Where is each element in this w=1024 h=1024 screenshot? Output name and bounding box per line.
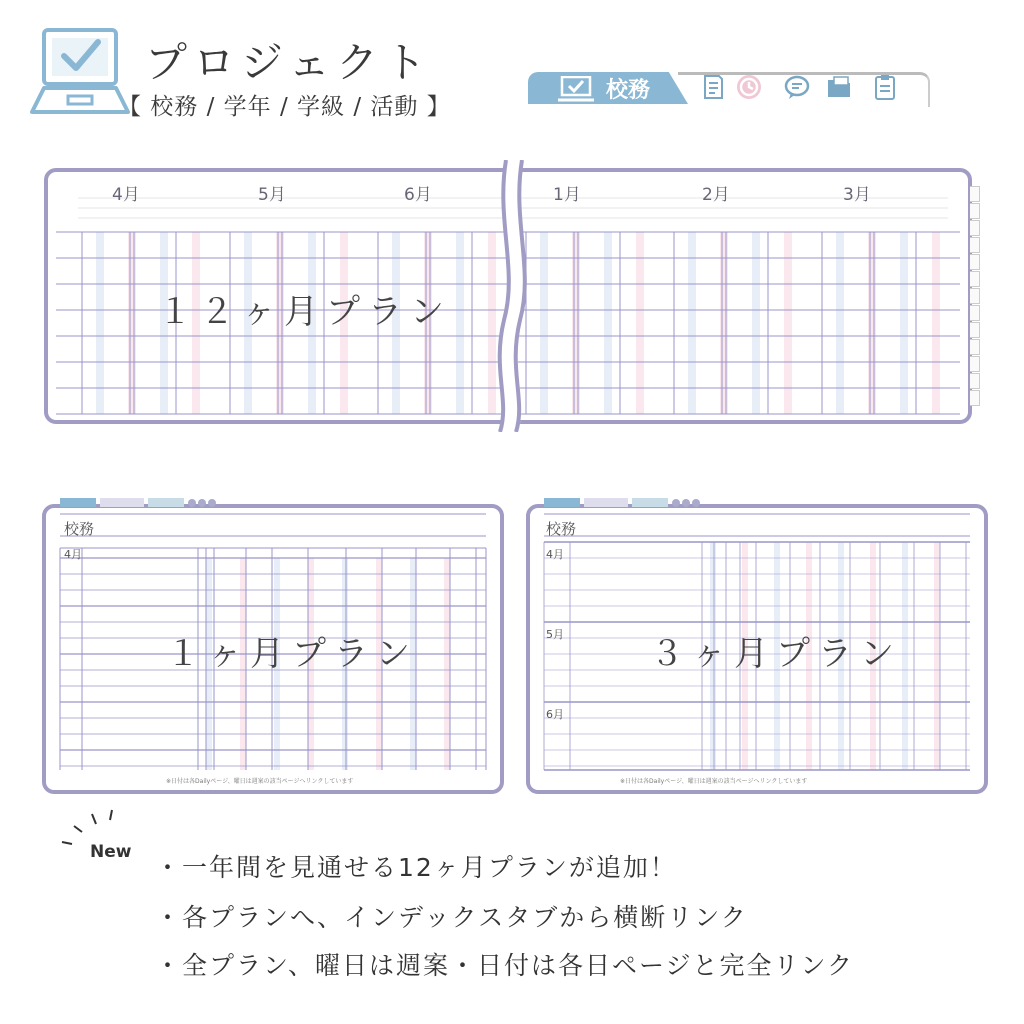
clipboard-icon[interactable]: [872, 74, 898, 100]
month-label: 3月: [843, 185, 871, 205]
one-month-plan-label: １ヶ月プラン: [166, 634, 418, 674]
weekend-shade: [836, 232, 844, 414]
page-break-wave: [488, 160, 532, 432]
category-label: 校務: [546, 520, 577, 538]
row-month-label: 4月: [546, 548, 564, 561]
category-label: 校務: [64, 520, 95, 538]
index-side-tabs[interactable]: [970, 186, 980, 407]
weekend-shade: [636, 232, 644, 414]
month-label: 6月: [404, 185, 432, 205]
mini-tab-strip: [544, 496, 724, 508]
feature-bullet: ・全プラン、曜日は週案・日付は各日ページと完全リンク: [155, 951, 855, 980]
weekend-shade: [128, 232, 136, 414]
weekend-shade: [784, 232, 792, 414]
weekend-shade: [868, 232, 876, 414]
footer-note: ※日付は各Dailyページ、曜日は週案の該当ページへリンクしています: [166, 778, 354, 785]
weekend-shade: [540, 232, 548, 414]
weekend-shade: [572, 232, 580, 414]
weekend-shade: [900, 232, 908, 414]
page-title: プロジェクト: [145, 38, 433, 87]
new-badge: New: [90, 842, 132, 862]
feature-bullet: ・各プランへ、インデックスタブから横断リンク: [155, 903, 748, 932]
weekend-shade: [752, 232, 760, 414]
weekend-shade: [456, 232, 464, 414]
laptop-tab-icon: [558, 76, 594, 102]
new-burst-lines-icon: [60, 806, 124, 846]
three-month-plan-preview[interactable]: [526, 504, 988, 794]
folder-icon[interactable]: [826, 74, 852, 100]
three-month-plan-label: ３ヶ月プラン: [650, 634, 902, 674]
weekend-shade: [902, 542, 908, 770]
month-label: 1月: [553, 185, 581, 205]
twelve-month-plan-label: １２ヶ月プラン: [158, 292, 452, 332]
chat-icon[interactable]: [784, 74, 810, 100]
weekend-shade: [934, 542, 940, 770]
weekend-shade: [96, 232, 104, 414]
tab-school-affairs-label: 校務: [606, 78, 651, 103]
month-label: 5月: [258, 185, 286, 205]
page-subtitle: 【 校務 / 学年 / 学級 / 活動 】: [118, 94, 451, 120]
month-label: 4月: [112, 185, 140, 205]
feature-bullet: ・一年間を見通せる12ヶ月プランが追加！: [155, 853, 677, 882]
one-month-plan-preview[interactable]: [42, 504, 504, 794]
month-label: 2月: [702, 185, 730, 205]
weekend-shade: [932, 232, 940, 414]
weekend-shade: [688, 232, 696, 414]
footer-note: ※日付は各Dailyページ、曜日は週案の該当ページへリンクしています: [620, 778, 808, 785]
clock-icon[interactable]: [736, 74, 762, 100]
row-month-label: 5月: [546, 628, 564, 641]
weekend-shade: [604, 232, 612, 414]
weekend-shade: [720, 232, 728, 414]
memo-icon[interactable]: [700, 74, 726, 100]
row-month-label: 6月: [546, 708, 564, 721]
laptop-checkmark-icon: [28, 28, 132, 116]
index-tab-bar: [528, 68, 928, 108]
mini-tab-strip: [60, 496, 240, 508]
row-month-label: 4月: [64, 548, 82, 561]
